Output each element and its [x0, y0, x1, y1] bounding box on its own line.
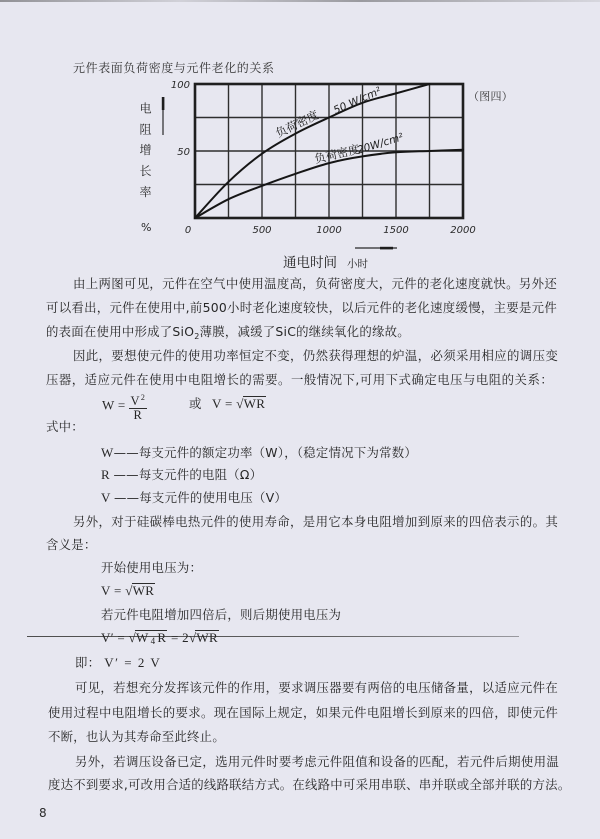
grid-lines: [195, 84, 463, 218]
formula-lhs: V =: [212, 396, 233, 411]
result-line: [75, 655, 161, 671]
formula-voltage: [212, 396, 266, 412]
paragraph-1-line-2: 可以看出，元件在使用中,前500小时老化速度较快，以后元件的老化速度缓慢，主要是元件: [46, 300, 557, 315]
paragraph-5-line-1: 另外，若调压设备已定，选用元件时要考虑元件阻值和设备的匹配，若元件后期使用温: [75, 754, 559, 769]
radicand: WR: [196, 630, 218, 645]
definition: 每支元件的使用电压（V）: [139, 490, 288, 505]
tick-labels: [171, 80, 476, 236]
curve-label-50w-main: 负荷密度: [273, 107, 321, 141]
curve-50w-per-cm2: [195, 84, 430, 218]
fraction-denominator: R: [133, 408, 143, 422]
dash: ——: [113, 445, 139, 460]
page-number: 8: [39, 806, 47, 820]
sqrt-icon: √: [188, 630, 197, 645]
y-tick-label: 50: [177, 147, 190, 158]
x-axis-label: 通电时间: [283, 255, 337, 271]
text-run: 薄膜，减缓了SiC的继续氧化的缘故。: [199, 324, 410, 339]
text-run: 的表面在使用中形成了SiO: [46, 324, 195, 339]
where-item-r: [101, 467, 262, 483]
where-item-v: [101, 490, 287, 506]
y-tick-label: 100: [170, 80, 190, 91]
dash: ——: [113, 467, 139, 482]
paragraph-3-line-1: 另外，对于硅碳棒电热元件的使用寿命，是用它本身电阻增加到原来的四倍表示的。其: [73, 514, 558, 529]
where-label: 式中：: [46, 419, 84, 434]
definition: 每支元件的电阻（Ω）: [138, 467, 263, 482]
formula-lhs: W =: [102, 397, 126, 413]
superscript: 2: [140, 393, 146, 402]
definition: 每支元件的额定功率（W），（稳定情况下为常数）: [138, 445, 418, 460]
x-tick-label: 500: [252, 225, 272, 236]
after-voltage-formula: [101, 630, 219, 646]
paragraph-2-line-2: 压器，适应元件在使用中电阻增长的需要。一般情况下,可用下式确定电压与电阻的关系：: [46, 372, 553, 387]
symbol: V: [101, 490, 115, 505]
scan-top-edge: [0, 0, 600, 2]
x-tick-label: 0: [184, 225, 192, 236]
sqrt-icon: √: [236, 396, 244, 411]
after-voltage-label: 若元件电阻增加四倍后，则后期使用电压为: [101, 607, 342, 622]
curve-label-20w-main: 负荷密度: [313, 142, 361, 166]
dash: ——: [114, 490, 140, 505]
radicand-r: R: [157, 630, 167, 645]
radicand: [135, 630, 167, 648]
numerator-symbol: V: [130, 394, 140, 408]
curve-label-50w-unit: 50 W/cm²: [331, 85, 384, 117]
figure-caption: （图四）: [468, 90, 513, 103]
x-axis-unit: 小时: [347, 258, 368, 270]
x-tick-label: 1500: [383, 225, 409, 236]
paragraph-3-line-2: 含义是：: [46, 537, 97, 552]
paragraph-2-line-1: 因此，要想使元件的使用功率恒定不变，仍然获得理想的炉温，必须采用相应的调压变: [73, 348, 558, 363]
fraction-numerator: [129, 392, 148, 409]
plot-frame: [195, 84, 463, 218]
formula-mid: = 2: [170, 630, 189, 645]
paragraph-1-line-1: 由上两图可见，元件在空气中使用温度高，负荷密度大，元件的老化速度就快。另外还: [73, 276, 557, 291]
fraction: [129, 392, 148, 421]
sqrt-icon: √: [125, 583, 133, 598]
x-tick-label: 2000: [450, 225, 476, 236]
y-axis-label: 电阻增长率: [138, 102, 152, 206]
y-axis-arrow-icon: [162, 97, 165, 135]
curve-20w-per-cm2: [195, 150, 463, 218]
figure-title: 元件表面负荷密度与元件老化的关系: [73, 61, 275, 75]
initial-voltage-label: 开始使用电压为：: [101, 560, 203, 575]
y-axis-unit: %: [141, 221, 152, 234]
x-axis-arrow-icon: [355, 247, 397, 250]
aging-chart: [0, 0, 600, 280]
radicand: WR: [243, 396, 266, 411]
paragraph-4-line-2: 使用过程中电阻增长的要求。现在国际上规定，如果元件电阻增长到原来的四倍，即使元件: [48, 705, 558, 720]
paragraph-4-line-3: 不断，也认为其寿命至此终止。: [48, 729, 225, 744]
symbol: W: [101, 445, 114, 460]
sqrt-icon: √: [128, 630, 137, 645]
initial-voltage-formula: [101, 583, 155, 599]
formula-power: [102, 392, 147, 422]
formula-lhs: V′ =: [101, 630, 126, 645]
radicand-w: W: [136, 630, 149, 645]
formula-lhs: V =: [101, 583, 122, 598]
where-item-w: [101, 445, 417, 461]
symbol: R: [101, 467, 114, 482]
subscript: 2: [194, 332, 200, 341]
paragraph-1-line-3: [46, 324, 410, 340]
paragraph-5-line-2: 度达不到要求,可改用合适的线路联结方式。在线路中可采用串联、串并联或全部并联的方法。: [48, 777, 571, 792]
result-expression: V′ = 2 V: [104, 655, 162, 670]
curve-label-20w-unit: 20W/cm²: [355, 131, 405, 157]
radicand: WR: [132, 583, 155, 598]
result-label: 即：: [75, 655, 101, 670]
radicand-factor: 4: [150, 636, 156, 646]
paragraph-4-line-1: 可见，若想充分发挥该元件的作用，要求调压器要有两倍的电压储备量，以适应元件在: [75, 680, 558, 695]
x-tick-label: 1000: [316, 225, 342, 236]
formula-or-word: 或: [189, 396, 202, 411]
